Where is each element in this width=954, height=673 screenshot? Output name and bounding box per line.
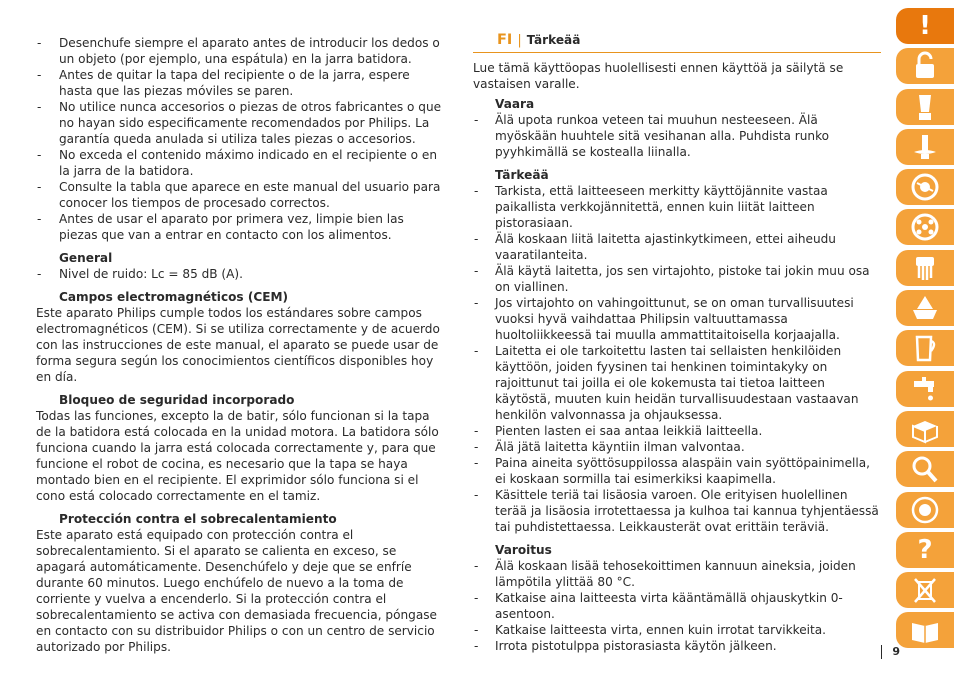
- list-item: - Älä koskaan liitä laitetta ajastinkytkimeen, ettei aiheudu vaaratilanteita.: [473, 231, 881, 263]
- section-title: Tärkeää: [526, 33, 581, 47]
- overheat-heading: Protección contra el sobrecalentamiento: [59, 512, 337, 526]
- important-heading: Tärkeää: [495, 168, 549, 182]
- open-book-svg: [908, 615, 942, 645]
- danger-list: [473, 112, 881, 160]
- question-glyph: ?: [917, 534, 933, 565]
- list-item: - Katkaise laitteesta virta, ennen kuin irrotat tarvikkeita.: [473, 622, 881, 638]
- list-item: - Älä koskaan lisää tehosekoittimen kannuun aineksia, joiden lämpötila ylittää 80 °C.: [473, 558, 881, 590]
- header-separator: |: [517, 33, 522, 48]
- left-column-spanish: [36, 35, 442, 655]
- globe-svg: [908, 495, 942, 525]
- list-item: - Pienten lasten ei saa antaa leikkiä laitteella.: [473, 423, 881, 439]
- page-footer: [881, 644, 900, 660]
- citrus-press-icon[interactable]: [896, 290, 954, 326]
- chapter-tab-strip: [896, 8, 954, 653]
- safety-lock-heading: Bloqueo de seguridad incorporado: [59, 393, 295, 407]
- list-item: - Laitetta ei ole tarkoitettu lasten tai sellaisten henkilöiden käyttöön, joiden fyysinen tai henkinen toimintakyky on rajoittunut tai joilla ei ole kokemusta tai tietoa laitteen käytöstä, muuten kuin heidän turvallisuudestaan vastaavan henkilön valvonnassa ja ohjauksessa.: [473, 343, 881, 423]
- measuring-jug-svg: [908, 333, 942, 363]
- list-item: - Nivel de ruido: Lc = 85 dB (A).: [36, 266, 442, 282]
- slicing-disc-svg: [908, 212, 942, 242]
- crossed-bin-icon[interactable]: [896, 572, 954, 608]
- intro-paragraph: Lue tämä käyttöopas huolellisesti ennen käyttöä ja säilytä se vastaisen varalle.: [473, 61, 844, 91]
- list-item: - Desenchufe siempre el aparato antes de introducir los dedos o un objeto (por ejemplo, una espátula) en la jarra batidora.: [36, 35, 442, 67]
- general-heading: General: [59, 251, 113, 265]
- storage-box-icon[interactable]: [896, 411, 954, 447]
- list-item: - Tarkista, että laitteeseen merkitty käyttöjännite vastaa paikallista verkkojännitettä, ennen kuin liität laitteen pistorasiaan.: [473, 183, 881, 231]
- language-code: FI: [497, 32, 513, 48]
- kneading-hook-icon[interactable]: [896, 250, 954, 286]
- list-item: - Älä jätä laitetta käyntiin ilman valvontaa.: [473, 439, 881, 455]
- storage-box-svg: [908, 414, 942, 444]
- list-item: - Antes de quitar la tapa del recipiente o de la jarra, espere hasta que las piezas móviles se paren.: [36, 67, 442, 99]
- page-number: 9: [892, 645, 900, 658]
- list-item: - Consulte la tabla que aparece en este manual del usuario para conocer los tiempos de procesado correctos.: [36, 179, 442, 211]
- caution-heading: Varoitus: [495, 543, 552, 557]
- blender-blade-svg: [908, 132, 942, 162]
- exclamation-icon[interactable]: [896, 8, 954, 44]
- section-header: [473, 32, 881, 53]
- blender-blade-icon[interactable]: [896, 129, 954, 165]
- slicing-disc-icon[interactable]: [896, 209, 954, 245]
- tap-water-svg: [908, 374, 942, 404]
- list-item: - Käsittele teriä tai lisäosia varoen. Ole erityisen huolellinen terää ja lisäosia irrotettaessa ja kulhoa tai kannua tyhjentäessä tai puhdistettaessa. Leikkausterät ovat erittäin teräviä.: [473, 487, 881, 535]
- emf-paragraph: Este aparato Philips cumple todos los estándares sobre campos electromagnéticos (CEM). Si se utiliza correctamente y de acuerdo con las instrucciones de este manual, el aparato se puede usar de forma segura según los conocimientos científicos disponibles hoy en día.: [36, 306, 440, 384]
- list-item: - No exceda el contenido máximo indicado en el recipiente o en la jarra de la batidora.: [36, 147, 442, 179]
- list-item: - No utilice nunca accesorios o piezas de otros fabricantes o que no hayan sido especificamente recomendados por Philips. La garantía queda anulada si utiliza tales piezas o accesorios.: [36, 99, 442, 147]
- question-mark-icon[interactable]: [896, 532, 954, 568]
- padlock-icon[interactable]: [896, 48, 954, 84]
- danger-heading: Vaara: [495, 97, 535, 111]
- magnifier-svg: [908, 454, 942, 484]
- tap-water-icon[interactable]: [896, 371, 954, 407]
- blender-svg: [908, 92, 942, 122]
- right-column-finnish: [473, 32, 881, 654]
- important-list: [473, 183, 881, 535]
- magnifier-icon[interactable]: [896, 451, 954, 487]
- open-book-icon[interactable]: [896, 612, 954, 648]
- disc-svg: [908, 172, 942, 202]
- exclamation-glyph: !: [919, 11, 931, 41]
- crossed-bin-svg: [908, 575, 942, 605]
- citrus-press-svg: [908, 293, 942, 323]
- blender-icon[interactable]: [896, 89, 954, 125]
- list-item: - Älä käytä laitetta, jos sen virtajohto, pistoke tai jokin muu osa on viallinen.: [473, 263, 881, 295]
- general-list: [36, 266, 442, 282]
- caution-list: [473, 558, 881, 654]
- emf-heading: Campos electromagnéticos (CEM): [59, 290, 289, 304]
- bullet-list-top: [36, 35, 442, 243]
- padlock-svg: [908, 51, 942, 81]
- list-item: - Irrota pistotulppa pistorasiasta käytön jälkeen.: [473, 638, 881, 654]
- measuring-jug-icon[interactable]: [896, 330, 954, 366]
- safety-lock-paragraph: Todas las funciones, excepto la de batir, sólo funcionan si la tapa de la batidora está colocada en la unidad motora. La batidora sólo funciona cuando la jarra está colocada correctamente y, para que funcione el robot de cocina, es necesario que la tapa se haya montado bien en el recipiente. El exprimidor sólo funciona si el cono está colocado correctamente en el tamiz.: [36, 409, 439, 503]
- list-item: - Älä upota runkoa veteen tai muuhun nesteeseen. Älä myöskään huuhtele sitä vesihanan alla. Puhdista runko pyyhkimällä se kostealla liinalla.: [473, 112, 881, 160]
- overheat-paragraph: Este aparato está equipado con protección contra el sobrecalentamiento. Si el aparato se calienta en exceso, se apagará automáticamente. Desenchúfelo y deje que se enfríe durante 60 minutos. Luego enchúfelo de nuevo a la toma de corriente y vuelva a encenderlo. Si la protección contra el sobrecalentamiento se activa con demasiada frecuencia, póngase en contacto con su distribuidor Philips o con un centro de servicio autorizado por Philips.: [36, 528, 437, 654]
- list-item: - Katkaise aina laitteesta virta kääntämällä ohjauskytkin 0-asentoon.: [473, 590, 881, 622]
- list-item: - Antes de usar el aparato por primera vez, limpie bien las piezas que van a entrar en contacto con los alimentos.: [36, 211, 442, 243]
- disc-icon[interactable]: [896, 169, 954, 205]
- globe-icon[interactable]: [896, 492, 954, 528]
- list-item: - Jos virtajohto on vahingoittunut, se on oman turvallisuutesi vuoksi hyvä vaihdattaa Philipsin valtuuttamassa huoltoliikkeessä tai muulla ammattitaitoisella korjaajalla.: [473, 295, 881, 343]
- kneading-hook-svg: [908, 253, 942, 283]
- footer-separator: [881, 645, 882, 659]
- list-item: - Paina aineita syöttösuppilossa alaspäin vain syöttöpainimella, ei koskaan sormilla tai esimerkiksi kaapimella.: [473, 455, 881, 487]
